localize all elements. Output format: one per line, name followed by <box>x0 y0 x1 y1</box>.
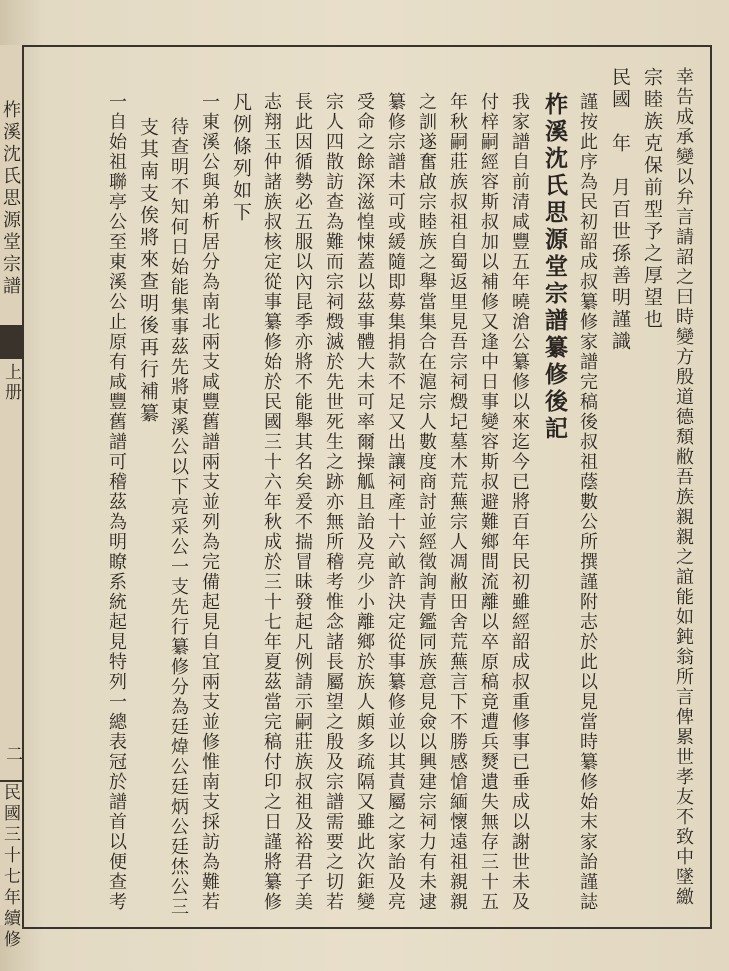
text-column: 志翔玉仲諸族叔核定從事纂修始於民國三十六年秋成於三十七年夏茲當完稿付印之日謹將纂修 <box>261 92 282 912</box>
text-column: 長此因循勢必五服以內昆季亦將不能舉其名矣爰不揣冒昧發起凡例請示嗣莊族叔祖及裕君子美 <box>292 92 313 912</box>
text-column: 宗人四散訪查為難而宗祠燬滅於先世死生之跡亦無所稽考惟念諸長屬望之殷及宗譜需要之切若 <box>323 92 344 912</box>
text-column: 宗睦族克保前型予之厚望也 <box>641 67 663 331</box>
text-column: 一東溪公與弟析居分為南北兩支咸豐舊譜兩支並列為完備起見自宜兩支並修惟南支採訪為難若 <box>199 92 220 912</box>
text-column: 幸告成承變以弁言請詔之曰時變方殷道德頹敝吾族親親之誼能如鈍翁所言俾累世孝友不致中墜繳 <box>673 67 694 907</box>
text-column: 年秋嗣莊族叔祖自蜀返里見吾宗祠燬圮墓木荒蕪宗人凋敝田舍荒蕪言下不勝感愴緬懷遠祖親親 <box>447 92 468 912</box>
spine-divider <box>0 780 22 782</box>
section-title: 柞溪沈氏思源堂宗譜纂修後記 <box>541 92 568 443</box>
spine-volume-block <box>0 325 22 359</box>
text-column: 我家譜自前清咸豐五年曉滄公纂修以來迄今已將百年民初雖經韶成叔重修事已垂成以謝世未及 <box>509 92 530 912</box>
spine-volume-label: 上册 <box>1 363 21 403</box>
text-column: 待查明不知何日始能集事茲先將東溪公以下亮采公一支先行纂修分為廷煒公廷炳公廷烋公三 <box>168 117 189 917</box>
spine-margin <box>0 45 24 951</box>
page-number: 二 <box>2 745 22 765</box>
text-column: 付梓嗣經容斯叔加以補修又逢中日事變容斯叔避難鄉間流離以卒原稿竟遭兵燹遺失無存三十五 <box>478 92 499 912</box>
text-column: 謹按此序為民初韶成叔纂修家譜完稿後叔祖蔭數公所撰謹附志於此以見當時纂修始末家詒謹誌 <box>577 92 598 912</box>
text-column: 支其南支俟將來查明後再行補纂 <box>137 117 159 425</box>
spine-footer: 民國三十七年續修 <box>0 783 20 951</box>
text-frame <box>22 45 712 929</box>
text-column: 民國 年 月百世孫善明謹識 <box>609 67 631 353</box>
text-column: 受命之餘深滋惶悚蓋以茲事體大未可率爾操觚且詒及亮少小離鄉於族人頗多疏隔又雖此次鉅變 <box>354 92 375 912</box>
text-column: 纂修宗譜未可或緩隨即募集捐款不足又出讓祠產十六畝許決定從事纂修並以其責屬之家詒及亮 <box>385 92 406 912</box>
text-column: 一自始祖聯亭公至東溪公止原有咸豐舊譜可稽茲為明瞭系統起見特列一總表冠於譜首以便查考 <box>106 92 127 912</box>
spine-title: 柞溪沈氏思源堂宗譜 <box>0 100 21 298</box>
text-column: 之訓遂奮啟宗睦族之舉當集合在滬宗人數度商討並經徵詢青鑑同族意見僉以興建宗祠力有未逮 <box>416 92 437 912</box>
text-column: 凡例條列如下 <box>230 92 252 224</box>
